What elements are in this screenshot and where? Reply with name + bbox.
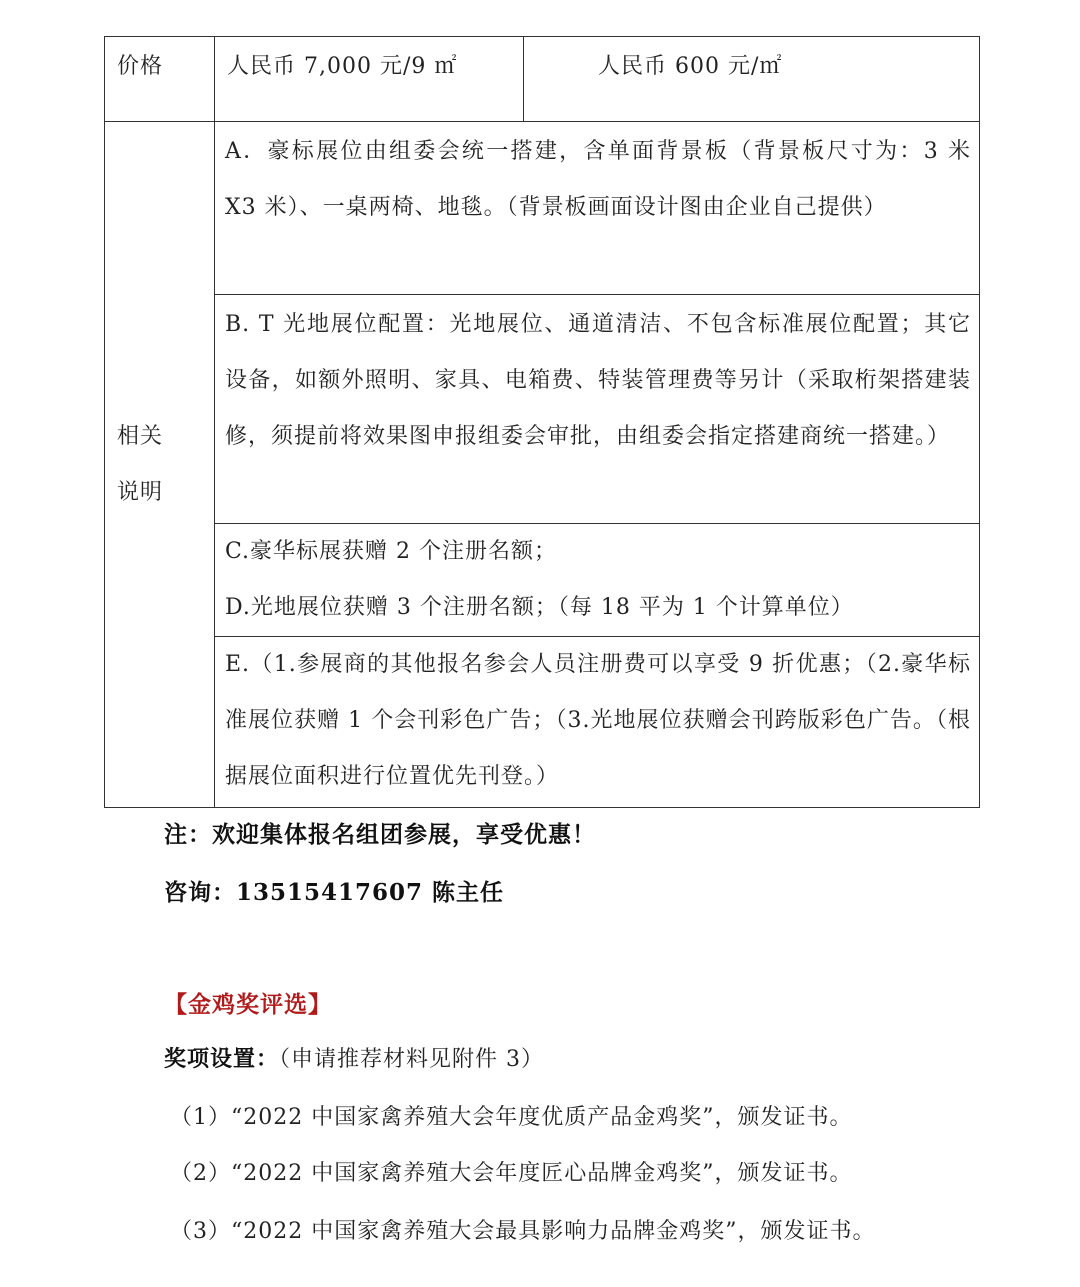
description-label-line2: 说明	[117, 479, 164, 505]
description-item-b: B. T 光地展位配置：光地展位、通道清洁、不包含标准展位配置；其它设备，如额外照明、家具、电箱费、特装管理费等另计（采取桁架搭建装修，须提前将效果图申报组委会审批，由组委会指定搭建商统一搭建。）	[215, 295, 980, 524]
price-row	[105, 37, 980, 122]
award-setting-label: 奖项设置：	[164, 1046, 280, 1072]
price-label: 价格	[105, 37, 215, 122]
description-item-e: E.（1.参展商的其他报名参会人员注册费可以享受 9 折优惠；（2.豪华标准展位获赠 1 个会刊彩色广告；（3.光地展位获赠会刊跨版彩色广告。（根据展位面积进行位置优先刊登。）	[215, 637, 980, 808]
award-item: （3）“2022 中国家禽养殖大会最具影响力品牌金鸡奖”，颁发证书。	[170, 1219, 876, 1244]
welcome-note: 注：欢迎集体报名组团参展，享受优惠！	[164, 821, 596, 848]
award-section-title: 【金鸡奖评选】	[164, 991, 332, 1018]
price-raw-space: 人民币 600 元/㎡	[524, 37, 980, 122]
award-item: （1）“2022 中国家禽养殖大会年度优质产品金鸡奖”，颁发证书。	[170, 1105, 853, 1130]
award-setting-note: （申请推荐材料见附件 3）	[279, 1047, 545, 1072]
award-setting	[164, 1042, 544, 1073]
description-row-a	[105, 122, 980, 295]
description-item-a: A．豪标展位由组委会统一搭建，含单面背景板（背景板尺寸为：3 米 X3 米）、一桌两椅、地毯。（背景板画面设计图由企业自己提供）	[215, 122, 980, 295]
description-row-cd	[105, 524, 980, 637]
description-item-d: D.光地展位获赠 3 个注册名额；（每 18 平为 1 个计算单位）	[225, 595, 854, 620]
description-item-c: C.豪华标展获赠 2 个注册名额；	[225, 539, 558, 564]
description-item-cd	[215, 524, 980, 637]
contact-note: 咨询：13515417607 陈主任	[164, 879, 505, 906]
description-label	[105, 122, 215, 808]
award-item: （2）“2022 中国家禽养殖大会年度匠心品牌金鸡奖”，颁发证书。	[170, 1161, 853, 1186]
description-label-line1: 相关	[117, 423, 164, 449]
description-row-b	[105, 295, 980, 524]
exhibition-spec-table	[104, 36, 980, 808]
description-row-e	[105, 637, 980, 808]
price-standard-booth: 人民币 7,000 元/9 ㎡	[215, 37, 524, 122]
